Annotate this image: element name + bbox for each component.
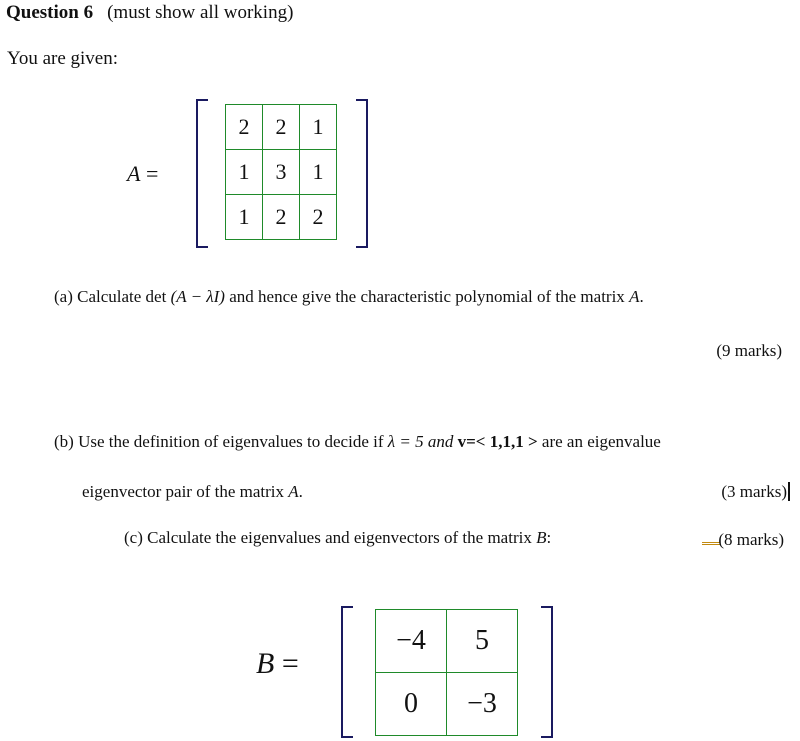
matrix-a-cell: 1 [300, 105, 337, 150]
matrix-b-row [376, 673, 518, 736]
matrix-a-right-bracket [356, 99, 368, 248]
matrix-a-left-bracket [196, 99, 208, 248]
part-b-lambda: λ = 5 [387, 432, 424, 451]
matrix-b-row [376, 610, 518, 673]
matrix-a-cell: 2 [226, 105, 263, 150]
part-a-marks: (9 marks) [716, 341, 782, 360]
matrix-a-grid [225, 104, 337, 240]
part-b-text: (b) Use the definition of eigenvalues to decide if λ = 5 and v=< 1,1,1 > are an eigenvalue [54, 432, 661, 451]
text-cursor [788, 482, 790, 501]
matrix-a-label: A = [127, 161, 159, 186]
matrix-b-label: B = [256, 647, 299, 680]
matrix-b-cell: 0 [376, 673, 447, 736]
question-title [6, 2, 293, 24]
matrix-a-cell: 2 [263, 195, 300, 240]
part-c-marks: (8 marks) [702, 528, 784, 550]
question-note: (must show all working) [107, 2, 294, 23]
matrix-a-row [226, 105, 337, 150]
matrix-a-cell: 2 [300, 195, 337, 240]
part-c-text: (c) Calculate the eigenvalues and eigenvectors of the matrix B: [124, 528, 552, 547]
matrix-a-cell: 1 [226, 150, 263, 195]
part-b-marks: (3 marks) [721, 482, 790, 502]
matrix-a-cell: 1 [226, 195, 263, 240]
question-number: Question 6 [6, 2, 94, 23]
matrix-b-cell: 5 [447, 610, 518, 673]
matrix-a-cell: 3 [263, 150, 300, 195]
matrix-b-cell: −4 [376, 610, 447, 673]
part-b-text-line2: eigenvector pair of the matrix A. [82, 482, 303, 501]
part-a-expression: (A − λI) [170, 287, 225, 306]
matrix-a-row [226, 195, 337, 240]
matrix-a-cell: 2 [263, 105, 300, 150]
matrix-b-right-bracket [541, 606, 553, 738]
matrix-b-cell: −3 [447, 673, 518, 736]
matrix-a-cell: 1 [300, 150, 337, 195]
given-text: You are given: [7, 48, 119, 69]
matrix-b-left-bracket [341, 606, 353, 738]
matrix-a-row [226, 150, 337, 195]
matrix-b-grid [375, 609, 518, 736]
part-b-vector: =< 1,1,1 > [466, 432, 538, 451]
part-a-text: (a) Calculate det (A − λI) and hence give the characteristic polynomial of the matrix A. [54, 287, 644, 306]
